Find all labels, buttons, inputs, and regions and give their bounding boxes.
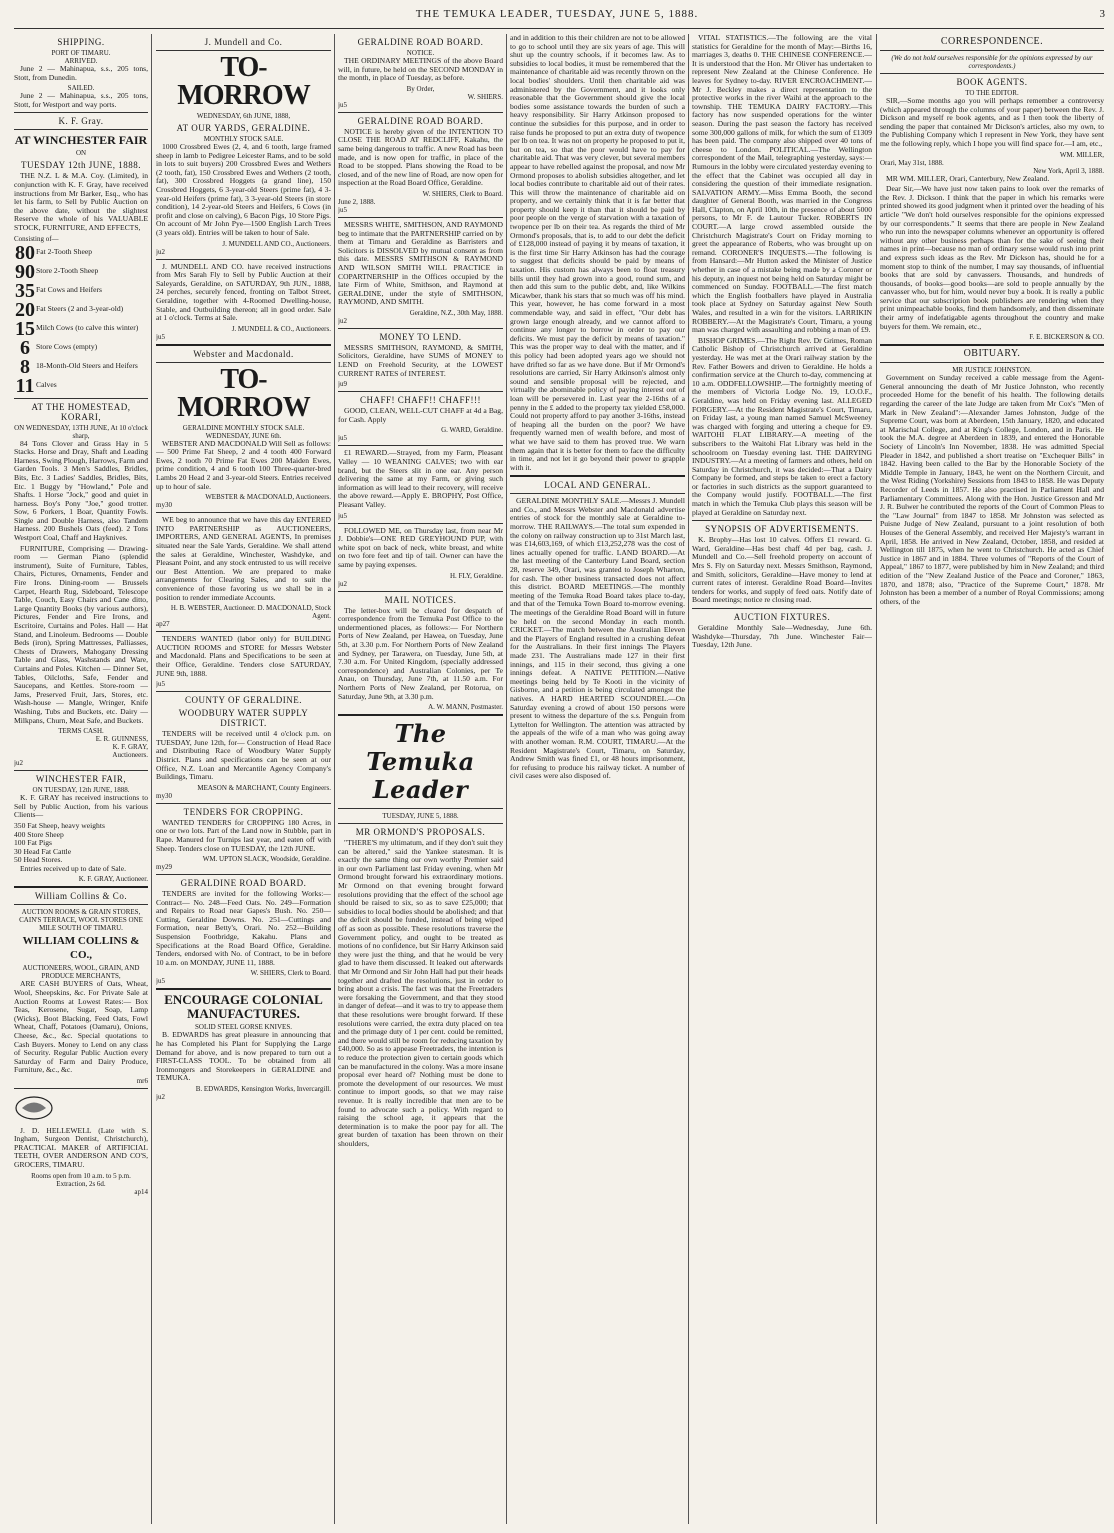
by-order: By Order, [406,84,435,93]
local-body: GERALDINE MONTHLY SALE.—Messrs J. Mundell and Co., and Messrs Webster and Macdonald advertise entries of stock for the monthly sale at Geraldine to-morrow. THE RAILWAYS.—The total sum expended in the colony on railway construction up to 31st March last, was £14,603,169, of which £13,252,278 was the cost of lines actually opened for traffic. LAND BOARD.—At the last meeting of the Canterbury Land Board, section 28, reserve 349, Orari, was granted to Joseph Wharton, for cash. The other business transacted does not affect this district. BOARD MEETINGS.—The monthly meeting of the Temuka Road Board takes place to-day, and that of the Temuka Town Board to-morrow evening. The meetings of the Geraldine Road Board will in future be held on the second Monday in each month. CRICKET.—The match between the Australian Eleven and the Players of England resulted in a crushing defeat for the Australians. In their first innings The Players made 231. The Australians made 127 in their first innings, and 115 in their second, thus giving a one innings defeat. A NATIVE PETITION.—Native meetings being held by Te Kooti in the vicinity of Gisborne, and a petition is being circulated amongst the natives. A HARD HEARTED SCOUNDREL.—On Saturday evening a crowd of about 150 persons were present to witness the departure of the s.s. Penguin from Lyttelton for Wellington. The attention was attracted by the appeals of the wife of a man who was going away with another woman. R.M. COURT, TIMARU.—At the Resident Magistrate's Court, Timaru, on Saturday, Andrew Smith was fined £1, or 48 hours imprisonment, for refusing to produce his railway ticket. A number of civil cases were also disposed of. [510,496,685,781]
letter1-place: Orari, May 31st, 1888. [880,158,944,167]
divider [338,591,503,592]
dissolution-date: Geraldine, N.Z., 30th May, 1888. [409,308,503,317]
kf2-body: K. F. GRAY has received instructions to Sell by Public Auction, from his various Clients— [14,793,148,820]
ref: my30 [156,501,172,510]
guinness-signature: E. R. GUINNESS, K. F. GRAY, Auctioneers. [95,735,148,760]
stock-count: 6 [20,336,30,359]
collins-ref: mr6 [136,1077,148,1085]
divider [156,988,331,990]
stock-label: Calves [36,380,57,390]
divider [156,691,331,692]
divider [14,770,148,771]
ref-ju2: ju2 [14,759,23,768]
divider [338,823,503,824]
tomorrow-heading: TO-MORROW [177,52,310,111]
money-heading: MONEY TO LEND. [379,331,462,342]
woodbury-signature: MEASON & MARCHANT, County Engineers. [197,783,331,792]
divider [156,50,331,51]
kf2-list: 350 Fat Sheep, heavy weights 400 Store Sheep 100 Fat Pigs 30 Head Fat Cattle 50 Head Stores. [14,820,105,865]
divider [338,328,503,329]
fair-intro: THE N.Z. L & M.A. Coy. (Limited), in conjunction with K. F. Gray, have received instructions from Mr Barker, Esq., who has let his farm, to Sell by Public Auction on the above date, without the slightest Reserve the whole of his VALUABLE STOCK, FURNITURE, AND EFFECTS, [14,171,148,232]
auction-rooms: AUCTION ROOMS & GRAIN STORES, CAIN'S TERRACE, WOOL STORES ONE MILE SOUTH OF TIMARU. [19,908,143,933]
ref: ju2 [156,1093,165,1101]
homestead-body: 84 Tons Clover and Grass Hay in 5 Stacks. Horse and Dray, Shaft and Leading Harness, Swing Plough, Harrows, Farm and Garden Tools. 3 Men's Saddles, Bridles, Bits, Etc. 3 Ladies' Saddles, Bridles, Bits, Etc. 1 Buggy by "Howland," Pole and Shafts. 1 Horse "Jock," good and quiet in harness. Boy's Pony "Joe," good trotter. Sow, 6 Porkers, 1 Boar, Quantity Fowls. Single and Double Harness, also Tandem Harness. 200 Bushels Oats (feed). 2 Tons Westport Coal, Chaff and Hayknives. [14,438,148,543]
divider [156,631,331,632]
road-board-body: TENDERS are invited for the following Works:— Contract— No. 248—Feed Oats. No. 249—Formation and Repairs to Road near Gapes's Bush. No. 250—Cutting, Geraldine Downs. No. 251—Cuttings and Formation, near Betty's, Orari. No. 252—Building Suspension Footbridge, Kakahu. Plans and Specifications at the Road Board Office, Geraldine. Tenders, endorsed with No. of Contract, to be in before 10 a.m. on MONDAY, JUNE 11, 1888. [156,889,331,967]
partnership-body: WE beg to announce that we have this day ENTERED INTO PARTNERSHIP as AUCTIONEERS, IMPORTERS, AND GENERAL AGENTS, In premises situated near the Sale Yards, Geraldine. We shall attend the sales at Geraldine, Winchester, Washdyke, and Pleasant Point, and any stock entrusted to us will receive our Best Attention. We are prepared to make arrangements for Clearing Sales, and to suit the convenience of those favoring us we shall be in a position to render immediate Accounts. [156,515,331,602]
stock-item [14,241,148,264]
divider [14,1088,148,1089]
divider [880,50,1104,51]
divider [338,808,503,809]
divider [880,344,1104,346]
dissolution-body: MESSRS WHITE, SMITHSON, AND RAYMOND beg to intimate that the PARTNERSHIP carried on by them at Timaru and Geraldine as Barristers and Solicitors is DISSOLVED by mutual consent as from this date. MESSRS SMITHSON & RAYMOND AND WILSON SMITH WILL PRACTICE in COPARTNERSHIP in the Offices occupied by the late Firm of White, Smithson, and Raymond at GERALDINE, under the style of SMITHSON, RAYMOND, AND SMITH. [338,219,503,307]
divider [338,714,503,716]
stock-label: Store Cows (empty) [36,342,98,352]
collins-sub: AUCTIONEERS, WOOL, GRAIN, AND PRODUCE MERCHANTS, [22,964,140,981]
stock-item [14,355,148,378]
sailed-label: SAILED. [67,84,95,93]
divider [156,512,331,513]
proposals-body: "THERE'S my ultimatum, and if they don't suit they can be altered," said the Yankee statesman. It is exactly the same thing our own worthy Premier said in our own Parliament last Friday evening, when Mr Ormond brought forward his extraordinary motions. Mr Ormond on that evening brought forward resolutions providing that the effect of the school age should be raised to six, so as to save £25,000; that subsidies to local bodies should be abolished; and that the deficit should be funded, instead of being wiped off as soon as possible. These resolutions traverse the Government policy, and ought to be treated as motions of no confidence, but Sir Harry Atkinson said they were just the thing, and that he would be very glad to have them discussed. It leaked out afterwards that Mr Ormond and Sir John Hall had put their heads together and drafted the resolutions, just in order to bring about a crisis. The fact was that the Freetraders were forsaking the Government, and that they stood in danger of defeat—and it was to try to appease them that these resolutions were brought forward. If these resolutions were carried, the extra duty placed on tea and the primage duty of 1 per cent. could be remitted, and there would still be room for reducing taxation by £40,000. So as to appease Freetraders, the intention is to reduce the protection given to certain goods which can be manufactured in the colony. Was a more insane proposal ever heard of? Nothing must be done to promote the development of our resources. We must continue to import goods, so that we may raise revenue. It is really incredible that men are to be found to advocate such a policy. With regard to raising the school age, it appears that the determination is to make the poor pay for all. The great burden of taxation has been thrown on their shoulders, [338,838,503,1148]
sale-body: 1000 Crossbred Ewes (2, 4, and 6 tooth, large framed sheep in lamb to Pedigree Leicester Rams, and to be sold in lots to suit buyers) 200 Crossbred Ewes and Wethers (2 tooth, fat), 150 Crossbred Ewes and Wethers (2 tooth, fat), 300 Crossbred Hoggets (a grand line), 150 Crossbred Hoggets, 6 3-year-old Steers (prime fat), 4 3-year-old Heifers (prime fat), 3 3-year-old Steers (in store condition), 14 2-year-old Steers and Heifers, 6 Cows (in profit and close on calving), 6 Bacon Pigs, 10 Store Pigs. On account of Mr John Pye—1500 English Larch Trees (3 years old). Entries will be taken to hour of Sale. [156,142,331,237]
encourage-heading: ENCOURAGE COLONIAL MANUFACTURES. [164,992,323,1022]
sale-date: WEDNESDAY, 6th JUNE, 1888, [196,112,291,120]
column-5 [692,34,872,1524]
column-6 [880,34,1104,1524]
stock-count: 90 [15,260,35,283]
ref: ju9 [338,380,347,389]
on-label: ON [75,149,87,158]
edwards-signature: B. EDWARDS, Kensington Works, Invercargill. [195,1085,331,1093]
divider [156,344,331,346]
ref: ju2 [338,316,347,325]
correspondence-heading: CORRESPONDENCE. [940,36,1044,47]
divider [14,129,148,130]
book-agents-heading: BOOK AGENTS. [956,77,1028,87]
followed-body: FOLLOWED ME, on Thursday last, from near Mr J. Dobbie's—ONE RED GREYHOUND PUP, with white spot on back of neck, white breast, and white on two fore feet and tip of tail. Owner can have the same by paying expenses. [338,525,503,569]
arrived-label: ARRIVED. [64,57,98,65]
stock-item [14,260,148,283]
stock-label: 18-Month-Old Steers and Heifers [36,361,138,371]
ref: my30 [156,791,172,800]
mundell2-body: J. MUNDELL AND CO. have received instructions from Mrs Sarah Fly to Sell by Public Auction at their Saleyards, Geraldine, on SATURDAY, 9th JUN., 1888, 24 perches, securely fenced, fronting on Talbot Street, Geraldine, together with 4-Roomed Dwelling-house, Stable, and Outbuilding thereon; all in good order. Sale at 1 o'clock. Terms at Sale. [156,261,331,323]
divider [880,73,1104,74]
notice-heading: NOTICE. [406,49,435,57]
kf-gray-heading: K. F. Gray. [58,116,104,127]
winchester2-heading: WINCHESTER FAIR, [35,774,127,785]
issue-date: TUESDAY, JUNE 5, 1888. [382,812,459,821]
header-title: THE TEMUKA LEADER, TUESDAY, JUNE 5, 1888. [415,8,699,20]
stock-count: 15 [15,317,35,340]
tooth-logo-icon [14,1095,54,1121]
woodbury-body: TENDERS will be received until 4 o'clock p.m. on TUESDAY, June 12th, for— Construction of Head Race and Distributing Race of Woodbury Water Supply District. Plans and specifications can be seen at our Office, N.Z. Loan and Mercantile Agency Company's Buildings, Timaru. [156,729,331,782]
mundell-heading: J. Mundell and Co. [204,37,283,47]
terms-cash: TERMS CASH. [58,727,104,736]
divider [338,391,503,392]
divider [338,112,503,113]
notice-body: THE ORDINARY MEETINGS of the above Board will, in future, be held on the SECOND MONDAY in the month, in place of Tuesday, as before. [338,56,503,83]
tenders-body: TENDERS WANTED (labor only) for BUILDING AUCTION ROOMS and STORE for Messrs Webster and Macdonald. Plans and Specifications to be seen at their Office, Geraldine. Tenders close SATURDAY, JUNE 9th, 1888. [156,634,331,678]
road-board-heading: GERALDINE ROAD BOARD. [180,878,307,889]
masthead: The Temuka Leader [366,719,475,805]
mundell2-signature: J. MUNDELL & CO., Auctioneers. [231,324,331,333]
webster-body: WEBSTER AND MACDONALD Will Sell as follows:— 500 Prime Fat Sheep, 2 and 4 tooth 400 Forward Ewes, 2 tooth 70 Prime Fat Ewes 200 Maiden Ewes, prime condition, 4 and 6 tooth 100 Three-quarter-bred Lambs 20 Head 2 and 3-year-old Steers. Entries received up to hour of sale. [156,438,331,491]
ref: ju5 [338,434,347,443]
divider [338,445,503,446]
road-board-signature: W. SHIERS, Clerk to Board. [250,969,331,978]
webster-signature: WEBSTER & MACDONALD, Auctioneers. [205,493,331,502]
column-4 [510,34,685,1524]
divider [692,520,872,521]
collins-big: WILLIAM COLLINS & CO., [22,935,140,962]
divider [338,523,503,524]
divider [156,362,331,363]
yards-heading: AT OUR YARDS, GERALDINE. [176,123,311,133]
stock-count: 11 [15,374,35,397]
stock-item [14,374,148,397]
dentist-fee: Extraction, 2s 6d. [56,1179,106,1188]
column-rule [876,34,877,1524]
edwards-body: B. EDWARDS has great pleasure in announcing that he has Completed his Plant for Supplying the Large Demand for above, and is now prepared to turn out a FIRST-CLASS TOOL. To be obtained from all Ironmongers and Storekeepers in GERALDINE and TEMUKA. [156,1030,331,1083]
notice2-date: June 2, 1888. [338,197,376,206]
stock-item [14,317,148,340]
shiers2-signature: W. SHIERS, Clerk to Board. [422,189,503,198]
divider [510,475,685,477]
mail-signature: A. W. MANN, Postmaster. [428,703,503,712]
notice2-body: NOTICE is hereby given of the INTENTION TO CLOSE THE ROAD AT REDCLIFF, Kakahu, the same being dangerous to traffic. A new Road has been made, and is now open for traffic, in place of the Road to be stopped. Plans showing the Road to be closed, and of the new line of Road, are now open for inspection at the Road Board Office, Geraldine. [338,126,503,188]
collins-heading: William Collins & Co. [34,891,128,902]
cropping-body: WANTED TENDERS for CROPPING 180 Acres, in one or two lots. Part of the Land now in Stubble, part in Rape. Manured for Turnips last year, and eaten off with Sheep. Tenders close on TUESDAY, the 12th JUNE. [156,817,331,853]
webster-date: WEDNESDAY, JUNE 6th. [205,431,282,440]
mundell-signature: J. MUNDELL AND CO., Auctioneers. [222,239,331,248]
stock-list [14,241,148,397]
to-editor: TO THE EDITOR. [965,89,1019,97]
fixtures-heading: AUCTION FIXTURES. [733,612,831,622]
letter2-body: Dear Sir,—We have just now taken pains to look over the remarks of the Rev. J. Dickson. I think that the paper in which his remarks were printed showed its good judgment when it printed over the heading of his article "We don't hold ourselves responsible for the opinions expressed by our correspondents." It seems that there are people in New Zealand who run into the newspaper columns whenever an opportunity is offered without any other business perhaps than for the sake of seeing their names in print—because no man of ordinary sense would rush into print and express such ideas as the Rev. Mr Dickson has, should he for a moment stop to think of the number, I may say thousands, of influential books that are sold by canvassers. Thousands, and hundreds of thousands, of books—good books—are sold to people annually by the canvasser who, but for him, would never buy a book. It is really a public service that our subscription book publishers are rendering when they print unimpeachable books, find them handsomely, and then disseminate their army of indefatigable agents throughout the country and make buyers for them. We remain, etc., [880,184,1104,331]
stock-label: Fat Steers (2 and 3-year-old) [36,304,124,314]
page-number: 3 [1099,8,1106,20]
stock-count: 35 [15,279,35,302]
geraldine-monthly: GERALDINE MONTHLY STOCK SALE. [182,423,305,432]
ref: ju5 [156,332,165,341]
ref: ju5 [338,511,347,520]
disclaimer: (We do not hold ourselves responsible for the opinions expressed by our correspondents.) [891,54,1093,70]
chaff-signature: G. WARD, Geraldine. [441,426,503,435]
ref: ju2 [156,247,165,256]
chaff-heading: CHAFF! CHAFF!! CHAFF!!! [359,395,482,406]
divider [14,398,148,399]
stock-label: Fat 2-Tooth Sheep [36,247,92,257]
stock-count: 80 [15,241,35,264]
divider [510,493,685,494]
chaff-body: GOOD, CLEAN, WELL-CUT CHAFF at 4d a Bag, for Cash. Apply [338,406,503,424]
stock-label: Store 2-Tooth Sheep [36,266,99,276]
cropping-heading: TENDERS FOR CROPPING. [183,806,304,817]
kf2-signature: K. F. GRAY, Auctioneer. [78,875,148,884]
divider [156,803,331,804]
justice-heading: MR JUSTICE JOHNSTON. [952,366,1032,375]
sailed-text: June 2 — Mahinapua, s.s., 205 tons, Stott, for Westport and way ports. [14,91,148,109]
divider [338,217,503,218]
homestead-date: ON WEDNESDAY, 13TH JUNE, At 10 o'clock sharp, [14,423,148,440]
news-body: VITAL STATISTICS.—The following are the vital statistics for Geraldine for the month of May:—Births 16, marriages 3, deaths 0. THE CHINESE CONFERENCE.—It is understood that the Hon. Mr Oliver has undertaken to represent New Zealand at the Chinese Conference. He leaves for Sydney to-day. RIVER ENCROACHMENT.—Mr J. Beckley makes a direct representation to the protective works in the river Waihi at the approach to the township. THE TEMUKA DAIRY FACTORY.—This factory has now suspended operations for the winter season. During the past season the factory has received some 300,000 gallons of milk, for which the sum of £1309 has been paid. The company also shipped over 40 tons of cheese to London. POLITICAL.—The Wellington correspondent of the Mail, telegraphing yesterday, says:—Rumours in the lobby were circulated yesterday evening to the effect that the Cabinet was occupied all day in considering the question of their immediate resignation. SALVATION ARMY.—Miss Emma Booth, the second daughter of General Booth, was married in the Congress Hall, Clapton, on April 10th, in the presence of about 5000 persons, to Mr F. de Lautour Tucker. ROBERTS IN COURT.—A large crowd assembled outside the Christchurch Magistrate's Court on Friday morning to greet the appearance of Roberts, who was brought up on remand. CORONER'S INQUESTS.—The following is from Hansard:—Mr Hutton asked the Minister of Justice whether in case of a mistake being made by a Coroner or his deputy, an inquest not being held on Saturday might be commenced on Sunday. FOOTBALL.—The first match which the English footballers have played in Australia took place at Sydney on Saturday against New South Wales, and resulted in a win for the visitors. LARRIKIN ROBBERY.—At the Magistrate's Court, Timaru, a young man was charged with assaulting and robbing a man of £9. [692,34,872,335]
divider [880,362,1104,363]
stock-item [14,298,148,321]
editorial-continued: and in addition to this their children are not to be allowed to go to school until they are six years of age. This will shut up the country schools, if it becomes law. As to subsidies to local bodies, it must be remembered that the maintenance of charitable aid was recently thrown on the local bodies' shoulders. Until then charitable aid was administered by the Government, and it looks only reasonable that the Government should give the local bodies some assistance towards the burden of such a heavy responsibility. Sir Harry Atkinson proposed to continue the subsidies for this purpose, and in order to raise funds he proposed to put an extra duty of twopence per lb on tea. It was not on property he proposed to put it, but on tea, so that the poor would have to pay for charitable aid. That was very clever, but several members appear to have rebelled against the proposal, and now Mr Ormond proposes to abolish subsidies altogether, and let local bodies contribute to charitable aid out of their rates. This will throw the maintenance of charitable aid on property, and we certainly think that it is far better that property should keep it than that it should be paid by poor people on the verge of starvation with a taxation of twopence per lb on their tea. As regards the third of Mr Ormond's proposals, that is, to add to our debt the deficit of £128,000 instead of paying it by means of taxation, it is the first time Sir Harry Atkinson has had the courage to suggest that deficits should be paid by means of taxation. His custom has always been to float treasury bills until they had grown into a good, round sum, and then add this sum to the public debt, and, like Wilkins Micawber, thank his stars that so much was off his mind. This year, however, he has come forward in a most commendable way, and said in effect, "Our debt has grown large enough already, and we cannot afford to continue any longer to borrow in order to pay our deficits. We must pay the deficit by means of taxation." This was the proper way to deal with the matter, and if this policy had been adopted years ago we should not have drifted so far as we have done. But if Mr Ormond's resolutions are carried, Sir Harry Atkinson's almost only sound and sensible proposal will be rejected, and virtually the abominable policy of paying interest out of loan will be persevered in. Last year the 2-16ths of a penny in the £ added to the property tax yielded £58,000. Could not property afford to pay another 3-16ths, instead of heaping all the burden on the poor? We have frequently warned men of wealth before, and most of what we have said to them has proved true. We warn them again that it is better for them to face the difficulty in time, and not let it go beyond their power to grapple with it. [510,34,685,472]
partnership-signature: H. B. WEBSTER, Auctioneer. D. MACDONALD, Stock Agent. [170,604,331,621]
column-3 [338,34,503,1524]
stock-count: 20 [15,298,35,321]
synopsis-body: K. Brophy—Has lost 10 calves. Offers £1 reward. G. Ward, Geraldine—Has best chaff 4d per bag, cash. J. Mundell and Co.—Sell freehold property on account of Mrs S. Fly on Saturday next. Messrs Smithson, Raymond, and Smith, solicitors, Geraldine—Have money to lend at current rates of interest. Geraldine Road Board—Invites tenders for works, and supply of feed oats. Notify date of Board meetings; notice re closing road. [692,535,872,605]
ref: ap27 [156,620,170,629]
proposals-heading: MR ORMOND'S PROPOSALS. [355,827,486,838]
page-header [0,8,1114,26]
collins-body: ARE CASH BUYERS of Oats, Wheat, Wool, Sheepskins, &c. For Private Sale at Auction Rooms at Lowest Rates:— Box Teas, Kerosene, Sugar, Soap, Lamp (Wicks), Boot Blacking, Feed Oats, Fowl Wheat, Chaff, Potatoes (Oamaru), Onions, Cheese, &c., &c. Special quotations to Cash Buyers. Money to Lend on any class of Security. Regular Public Auction every Saturday of Farm and Dairy Produce, Furniture, &c., &c. [14,979,148,1075]
stock-label: Milch Cows (to calve this winter) [36,323,139,333]
dentist-rooms: Rooms open from 10 a.m. to 5 p.m. [31,1171,131,1180]
ref: ju5 [156,680,165,689]
divider [14,904,148,905]
column-1 [14,34,148,1524]
ref: ju5 [156,977,165,986]
winchester2-date: ON TUESDAY, 12th JUNE, 1888. [32,786,130,795]
stock-item [14,279,148,302]
winchester-fair-heading: AT WINCHESTER FAIR [14,133,148,148]
ref: ju2 [338,579,347,588]
local-heading: LOCAL AND GENERAL. [544,480,651,491]
obituary-heading: OBITUARY. [963,348,1021,360]
mail-body: The letter-box will be cleared for despatch of correspondence from the Temuka Post Office to the undermentioned places, as follows:— For Northern Ports of New Zealand, per Hawea, on Tuesday, June 5th, at 3.30 p.m. For Northern Ports of New Zealand and Sydney, per Tarawera, on Tuesday, June 5th, at 7.30 a.m. For United Kingdom, (specially addressed correspondence) and Australian Colonies, per Te Anau, on Thursday, June 7th, at 11.50 a.m. For Northern Ports of New Zealand, per Rotorua, on Saturday, June 9th, at 3.30 p.m. [338,605,503,701]
stock-count: 8 [20,355,30,378]
followed-signature: H. FLY, Geraldine. [449,571,503,580]
obituary-body: Government on Sunday received a cable message from the Agent-General announcing the death of Mr Justice Johnston, who recently proceeded Home for the benefit of his health. The following details regarding the career of the late Judge are taken from Mr Cox's "Men of Mark in New Zealand":—Alexander James Johnston, Judge of the Supreme Court, was born at Aberdeen, 15th January, 1820, and educated at Marischal College, and at King's College, London, and in Paris. He took the M.A. degree at Aberdeen in 1839, and entered the Honorable Society of Lincoln's Inn November, 1838. He was admitted Special Pleader in 1842, and published a short treatise on "Exchequer Bills" in 1842. Having been called to the Bar by the Honorable Society of the Middle Temple in January, 1843, he went on the Northern Circuit, and the West Riding (Yorkshire) Sessions from 1843 to 1858. He was Deputy Recorder of Leeds in 1857. He also practised in Parliament Hall and Parliamentary Committees. Along with the Hon. Justice Gresson and Mr J. R. Bulwer he contributed the reports of the Court of Common Pleas to the "Law Journal" from 1847 to 1858. Mr Johnston was selected as Puisne Judge of New Zealand, pursuant to a joint resolution of both Houses of the General Assembly, and received Her Majesty's warrant in April, 1858. He arrived in New Zealand, October, 1858, and resided at Wellington till 1875, when he went to Christchurch. He acted as Chief Justice in 1867 and in 1884. Three volumes of "Reports of the Court of Appeal," 1867 to 1877, were published by him in New Zealand; and third edition of the "New Zealand Justice of the Peace and Coroner," 1863, 1870, and 1878; also, "Practice of the Supreme Court," 1878. Mr Johnston has been a member of a number of Royal Commissions; among others, of the [880,373,1104,606]
cropping-signature: WM. UPTON SLACK, Woodside, Geraldine. [202,855,331,864]
letter1-body: SIR,—Some months ago you will perhaps remember a controversy (which appeared through the columns of your paper) between the Rev. J. Dickson and myself re book agents, and as I then took the liberty of sending the paper that contained Mr Dickson's articles, also my own, to the Publishing Company which I represent in New York, they have sent me the following reply, which I hope you will find space for.—I am, etc., [880,96,1104,148]
shiers-signature: W. SHIERS. [467,92,503,101]
road-board2-heading: GERALDINE ROAD BOARD. [357,115,484,126]
stock-label: Fat Cows and Heifers [36,285,103,295]
county-heading: COUNTY OF GERALDINE. [185,695,302,706]
letter2-dateline: New York, April 3, 1888. [1033,166,1104,175]
reward-body: £1 REWARD.—Strayed, from my Farm, Pleasant Valley — 10 WEANING CALVES; two with ear brand, but the Steers slit in one ear. Any person delivering the same at my Farm, or giving such information as will lead to their recovery, will receive the above reward.—Apply E. BROPHY, Post Office, Pleasant Valley. [338,448,503,509]
fair-date: TUESDAY 12th JUNE, 1888. [20,160,142,171]
dentist-body: J. D. HELLEWELL (Late with S. Ingham, Surgeon Dentist, Christchurch), PRACTICAL MAKER of ARTIFICIAL TEETH, OVER ANDERSON AND CO'S, GROCERS, TIMARU. [14,1125,148,1169]
road-board-heading: GERALDINE ROAD BOARD. [357,37,484,47]
column-rule [506,34,507,1524]
header-rule [14,28,1104,29]
ref: ju5 [338,100,347,109]
column-rule [688,34,689,1524]
letter1-signature: WM. MILLER, [1059,150,1104,159]
consisting-label: Consisting of— [14,234,59,243]
dentist-ref: ap14 [134,1187,148,1196]
divider [14,886,148,888]
divider [692,608,872,609]
webster-heading: Webster and Macdonald. [193,348,294,359]
kf2-entries: Entries received up to date of Sale. [20,863,127,873]
furniture-body: FURNITURE, Comprising — Drawing-room — German Piano (splendid instrument), Suite of Furniture, Tables, Chairs, Pictures, Ornaments, Fender and Fire Irons. Dining-room — Brussels Carpet, Hearth Rug, Sideboard, Telescope Table, Couch, Easy Chairs and Cane ditto, Large Quantity Books (by various authors), Pictures, Fender and Fire Irons, and Escritoire, Curtains and Poles. Hall — Hat Stand, and Linoleum. Bedrooms — Double Beds (iron), Spring Mattresses, Palliasses, Chests of Drawers, Mahogany Dressing Table and Glass, Washstands and Ware, Curtains and Poles. Kitchen — Dinner Set, Tables, Oilcloths, Safe, Fender and Saucepans, and Kettles. Store-room — Jams, Preserved Fruit, Jars, Stores, etc. Wash-house — Mangle, Wringer, Knife Washing, Tubs and Buckets, etc. Dairy — Milkpans, Churn, Meat Safe, and Buckets. [14,543,148,725]
divider [14,112,148,113]
money-body: MESSRS SMITHSON, RAYMOND, & SMITH, Solicitors, Geraldine, have SUMS of MONEY to LEND on Freehold Security, at the LOWEST CURRENT RATES of INTEREST. [338,342,503,378]
news-body-2: BISHOP GRIMES.—The Right Rev. Dr Grimes, Roman Catholic Bishop of Christchurch arrived at Geraldine yesterday. He was met at the Orari railway station by the Rev. Father Bowers and driven to Geraldine. He holds a confirmation service at the Church to-day, commencing at 10 a.m. ODDFELLOWSHIP.—The fortnightly meeting of the members of Victoria Lodge No. 19, I.O.O.F., Geraldine, was held on Friday evening last. ALLEGED FORGERY.—At the Resident Magistrate's Court, Timaru, on Friday last, a young man named Samuel McSweeney was charged with forging and uttering a cheque for £9. WAITOHI FLAT LIBRARY.—A meeting of the subscribers to the Waitohi Flat Library was held in the schoolroom on Tuesday evening last. THE DAIRYING INDUSTRY.—At a meeting of farmers and others, held on Saturday in Christchurch, it was decided:—That a Dairy Company be formed, and steps be taken to erect a factory or factories in such districts as the support guaranteed to the Company would justify. FOOTBALL.—The first match in which the Temuka Club plays this season will be played at Geraldine on Saturday next. [692,335,872,517]
letter2-signature: F. E. BICKERSON & CO. [1029,333,1104,342]
fixtures-body: Geraldine Monthly Sale—Wednesday, June 6th. Washdyke—Thursday, 7th June. Winchester Fair—Tuesday, 12th June. [692,623,872,650]
ref: ju5 [338,205,347,214]
mail-heading: MAIL NOTICES. [384,594,457,605]
letter2-addressee: MR WM. MILLER, Orari, Canterbury, New Zealand. [886,173,1050,183]
port-heading: PORT OF TIMARU. [51,49,111,57]
arrived-text: June 2 — Mahinapua, s.s., 205 tons, Stott, from Dunedin. [14,64,148,82]
divider [156,259,331,260]
column-rule [151,34,152,1524]
woodbury-heading: WOODBURY WATER SUPPLY DISTRICT. [178,708,309,729]
monthly-sale: MONTHLY STOCK SALE. [203,135,284,143]
column-rule [334,34,335,1524]
ref: my29 [156,863,172,872]
divider [156,874,331,875]
synopsis-heading: SYNOPSIS OF ADVERTISEMENTS. [705,524,859,535]
gorse-heading: SOLID STEEL GORSE KNIVES. [195,1023,292,1032]
homestead-heading: AT THE HOMESTEAD, KORARI, [31,401,131,422]
shipping-heading: SHIPPING. [57,37,105,47]
tomorrow2-heading: TO-MORROW [177,363,310,423]
column-2 [156,34,331,1524]
stock-item [14,336,148,359]
